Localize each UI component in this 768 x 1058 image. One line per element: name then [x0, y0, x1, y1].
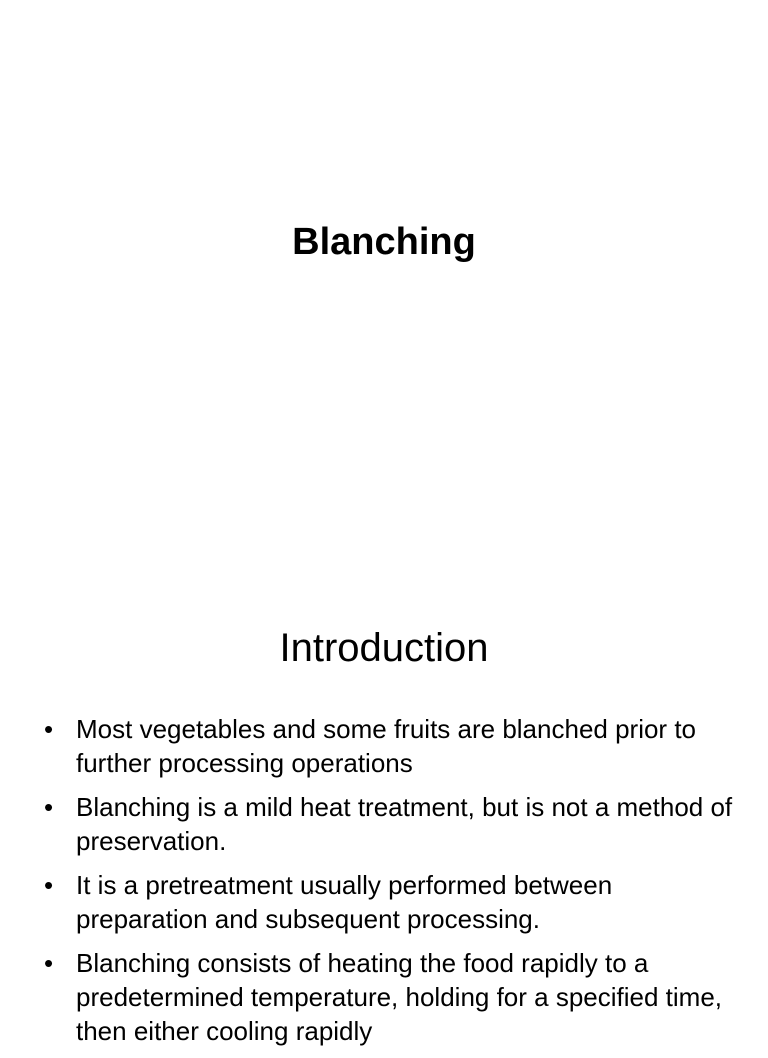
bullet-text: Most vegetables and some fruits are blanched prior to further processing operations [76, 714, 697, 778]
bullet-icon: • [44, 870, 54, 900]
slide-title: Blanching [292, 221, 476, 263]
bullet-text: Blanching consists of heating the food rapidly to a predetermined temperature, holding for a specified time, then either cooling rapidly [76, 948, 723, 1046]
bullet-item [44, 868, 744, 936]
bullet-item [44, 712, 744, 780]
bullet-icon: • [44, 792, 54, 822]
bullet-icon: • [44, 948, 54, 978]
bullet-text: Blanching is a mild heat treatment, but is not a method of preservation. [76, 792, 733, 856]
bullet-icon: • [44, 714, 54, 744]
section-heading: Introduction [279, 626, 489, 670]
bullet-list [44, 712, 744, 1058]
bullet-item [44, 946, 744, 1048]
bullet-item [44, 790, 744, 858]
content-slide [0, 576, 768, 1046]
bullet-text: It is a pretreatment usually performed between preparation and subsequent processing. [76, 870, 613, 934]
